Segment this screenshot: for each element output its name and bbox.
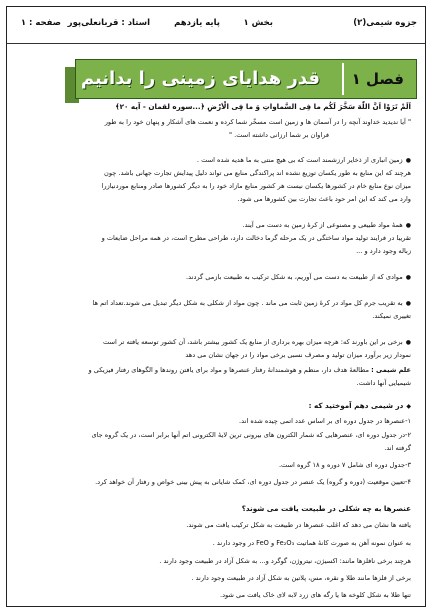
learned-heading: ◆ در شیمی دهم آموختید که : xyxy=(309,400,411,413)
teacher-label: استاد : قربانعلی‌پور xyxy=(67,18,150,28)
paragraph-1-line-3: میزان نوع منابع خام در کشورها یکسان نیست هر کشور منابع مازاد خود را به دیگر کشورها صادر ومنابع موردنیازرا xyxy=(101,182,411,190)
nature-heading: عنصرها به چه شکلی در طبیعت یافت می شوند؟ xyxy=(241,504,411,513)
document-page xyxy=(6,6,426,607)
nature-line-3: هرچند برخی نافلزها مانند: اکسیژن، نیتروژن، گوگرد و... به شکل آزاد در طبیعت وجود دارند . xyxy=(159,557,411,565)
chapter-number: فصل ۱ xyxy=(351,70,404,88)
nature-line-4: برخی از فلزها مانند طلا و نقره، مس، پلاتین به شکل آزاد در طبیعت وجود دارند . xyxy=(191,574,411,582)
chemistry-definition-label: علم شیمی : xyxy=(371,366,411,374)
nature-line-5: تنها طلا به شکل کلوخه ها یا رگه های زرد لابه لای خاک یافت می شود. xyxy=(219,591,411,599)
nature-line-1: یافته ها نشان می دهد که اغلب عنصرها در طبیعت به شکل ترکیب یافت می شوند. xyxy=(186,521,411,529)
chemistry-definition-line-2: شیمیایی آنها داشت. xyxy=(356,379,411,387)
paragraph-2-line-3: زباله وجود دارد و ... xyxy=(356,247,411,255)
paragraph-4-line-1: ● به تقریب جرم کل مواد در کرهٔ زمین ثابت می ماند . چون مواد از شکلی به شکل دیگر تبدیل می شوند.تعداد اتم ها xyxy=(92,297,411,310)
verse-translation-line-2: فراوان بر شما ارزانی داشته است. " xyxy=(228,131,329,139)
verse-translation-line-1: " آیا ندیدید خداوند آنچه را در آسمان ها و زمین است مسخّر شما کرده و نعمت های آشکار و پنهان خود را به طور xyxy=(104,118,411,126)
page-header xyxy=(7,7,425,43)
chapter-banner xyxy=(75,59,417,99)
booklet-title: جزوه شیمی(۲) xyxy=(353,18,417,28)
paragraph-1-line-1: ● زمین انباری از ذخایر ارزشمند است که بی هیچ منتی به ما هدیه شده است . xyxy=(197,154,411,167)
learned-point-2-line-2: گرفته اند. xyxy=(384,444,411,452)
chapter-separator xyxy=(342,63,344,95)
chemistry-definition-line-1 xyxy=(89,364,411,376)
paragraph-5-line-1: ● برخی بر این باورند که: هرچه میزان بهره برداری از منابع یک کشور بیشتر باشد، آن کشور توسعه یافته تر است xyxy=(103,336,411,349)
chemistry-definition-text: مطالعهٔ هدف دار، منظم و هوشمندانهٔ رفتار عنصرها و مواد برای یافتن روندها و الگوهای رفتار فیزیکی و xyxy=(88,366,372,374)
quran-verse: اَلَمْ تَرَوْا اَنَّ اللّٰهَ سَخَّرَ لَكُم ما فِی السَّماواتِ وَ ما فِی الْاَرْضِ ﴿...سوره لقمان - آیه ۲۰﴾ xyxy=(115,102,411,111)
paragraph-4-line-2: تغییری نمیکند. xyxy=(372,312,411,320)
paragraph-1-line-2: هرچند که این منابع به طور یکسان توزیع نشده اند پراکندگی منابع می تواند دلیل پیدایش تجارت جهانی باشد. چون xyxy=(104,169,411,177)
nature-line-2: به عنوان نمونه آهن به صورت کانهٔ هماتیت Fe₂O₃ و FeO در وجود دارند . xyxy=(212,539,411,547)
paragraph-2-line-2: تقریبا در فرایند تولید مواد ساختگی در یک مرحله گرما دخالت دارد، طراحی مطرح است، در همه مراحل ضایعات و xyxy=(101,234,411,242)
chapter-title: قدر هدایای زمینی را بدانیم xyxy=(80,68,320,89)
learned-point-2-line-1: ۲-در جدول دوره ای، عنصرهایی که شمار الکترون های بیرونی ترین لایهٔ الکترونی اتم آنها برابر است، در یک گروه جای xyxy=(91,431,411,439)
learned-point-3: ۳-جدول دوره ای شامل ۷ دوره و ۱۸ گروه است. xyxy=(278,461,411,469)
paragraph-5-line-2: نمودار زیر برآورد میزان تولید و مصرف نسبی برخی مواد را در جهان نشان می دهد xyxy=(185,351,411,359)
paragraph-3: ● موادی که از طبیعت به دست می آوریم، به شکل ترکیب به طبیعت بازمی گردند. xyxy=(186,271,411,284)
header-divider xyxy=(7,43,425,44)
paragraph-1-line-4: وارد می کند که این امر حود باعث تجارت بین کشورها می شود. xyxy=(237,195,411,203)
section-label: بخش ۱ xyxy=(243,18,273,28)
page-number: صفحه : ۱ xyxy=(20,18,61,28)
learned-point-1: ۱-عنصرها در جدول دوره ای بر اساس عدد اتمی چیده شده اند. xyxy=(239,417,411,425)
learned-point-4: ۴-تعیین موقعیت (دوره و گروه) یک عنصر در جدول دوره ای، کمک شایانی به پیش بینی خواص و رفتار آن خواهد کرد. xyxy=(95,478,411,486)
paragraph-2-line-1: ● همهٔ مواد طبیعی و مصنوعی از کرهٔ زمین به دست می آیند. xyxy=(242,219,411,232)
grade-label: پایه یازدهم xyxy=(174,18,220,28)
